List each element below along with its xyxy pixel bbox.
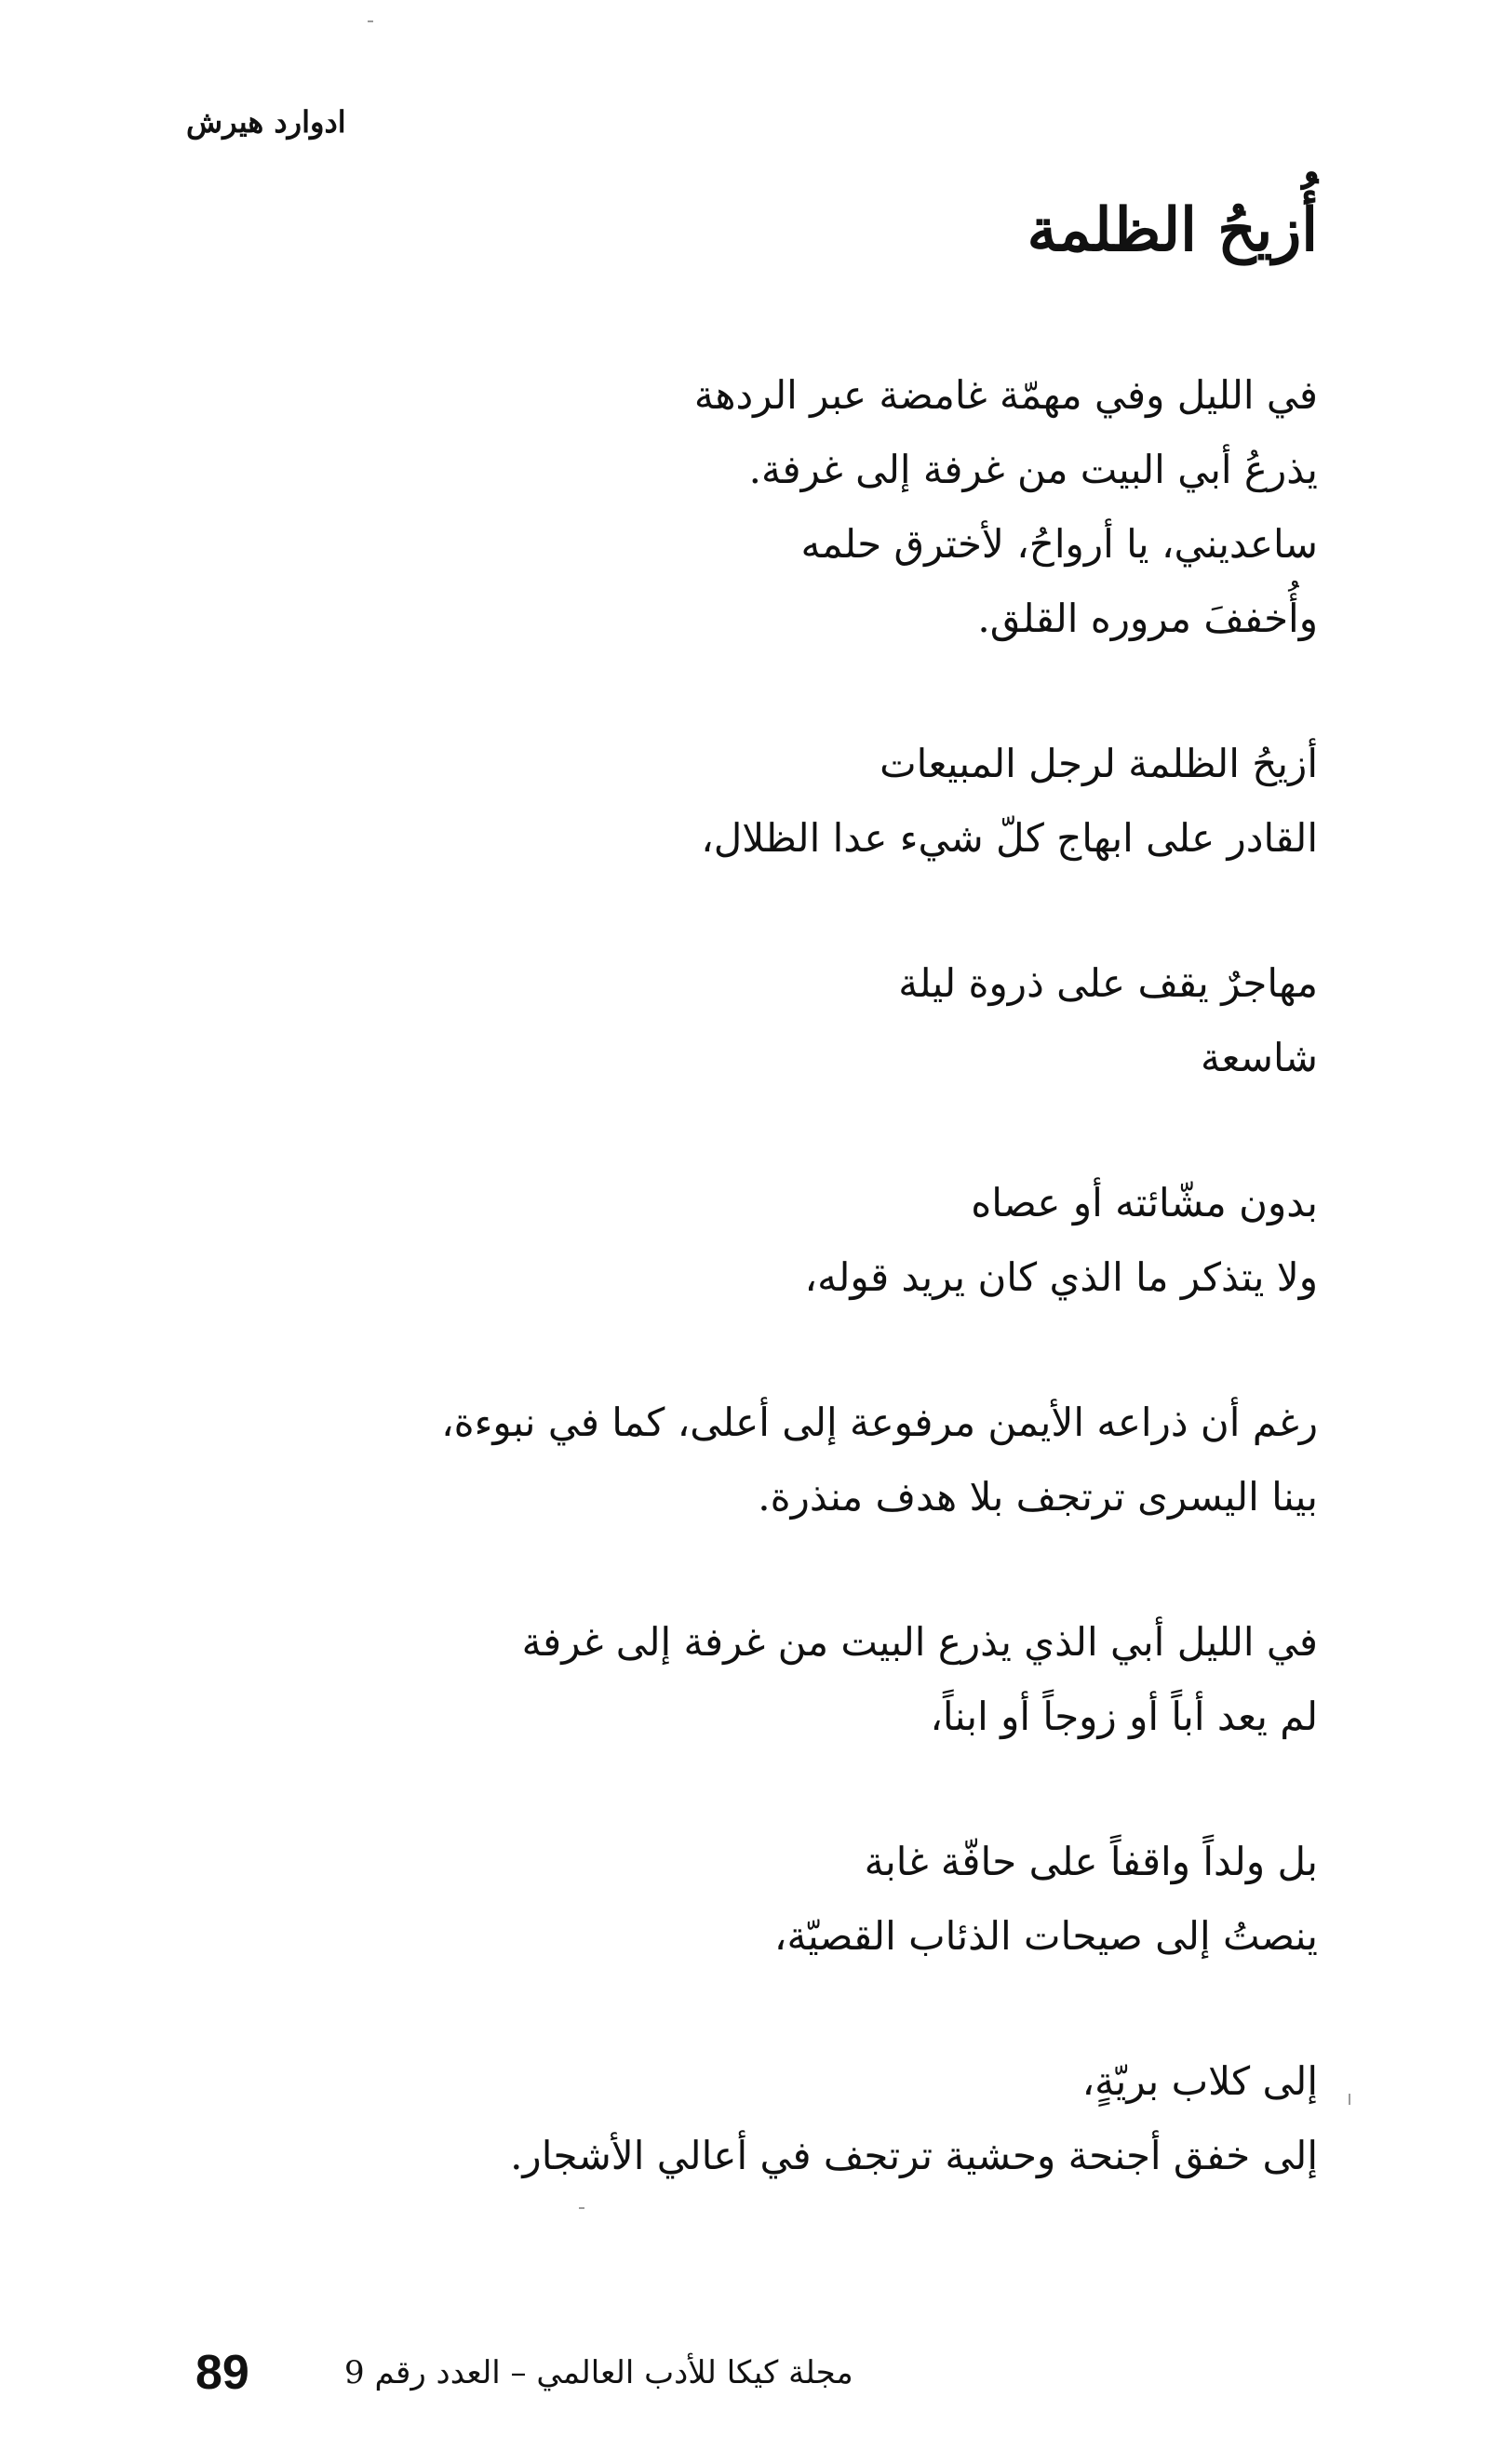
poem-line: في الليل أبي الذي يذرع البيت من غرفة إلى غرفة [521,1619,1318,1665]
stanza-5 [387,1386,1318,1534]
poem-line: بل ولداً واقفاً على حافّة غابة [864,1839,1318,1884]
page-footer [195,2345,853,2410]
poem-line: ساعديني، يا أرواحُ، لأخترق حلمه [800,521,1318,567]
scan-speck [368,20,373,22]
stanza-6 [387,1605,1318,1754]
poem-line: أزيحُ الظلمة لرجل المبيعات [880,741,1318,786]
poem-line: ينصتُ إلى صيحات الذئاب القصيّة، [773,1913,1318,1959]
stanza-3 [387,946,1318,1095]
scan-speck [579,2207,584,2209]
poem-line: وأُخففَ مروره القلق. [977,596,1318,641]
poem-line: إلى خفق أجنحة وحشية ترتجف في أعالي الأشجار. [510,2133,1318,2178]
poem-line: يذرعُ أبي البيت من غرفة إلى غرفة. [748,447,1318,492]
poem-line: لم يعد أباً أو زوجاً أو ابناً، [930,1694,1318,1739]
poem-line: بينا اليسرى ترتجف بلا هدف منذرة. [758,1474,1318,1520]
poem-line: مهاجرٌ يقف على ذروة ليلة [898,960,1318,1006]
stanza-4 [387,1166,1318,1315]
page-number: 89 [195,2346,249,2400]
stanza-8 [387,2044,1318,2193]
poem-line: رغم أن ذراعه الأيمن مرفوعة إلى أعلى، كما في نبوءة، [441,1399,1318,1445]
poem-line: إلى كلاب بريّةٍ، [1081,2058,1318,2104]
poem-line: شاسعة [1201,1035,1318,1080]
stanza-2 [387,727,1318,876]
poem-body [387,358,1318,2264]
poem-line: في الليل وفي مهمّة غامضة عبر الردهة [693,372,1318,418]
poem-line: ولا يتذكر ما الذي كان يريد قوله، [804,1254,1318,1300]
poem-title: أُزيحُ الظلمة [1027,195,1318,265]
stanza-7 [387,1825,1318,1974]
author-name: ادوارد هيرش [186,104,346,140]
poem-line: القادر على ابهاج كلّ شيء عدا الظلال، [701,815,1318,861]
scan-speck [1349,2094,1350,2105]
poem-line: بدون مشّائته أو عصاه [971,1180,1318,1225]
stanza-1 [387,358,1318,656]
journal-name: مجلة كيكا للأدب العالمي – العدد رقم 9 [344,2354,853,2391]
